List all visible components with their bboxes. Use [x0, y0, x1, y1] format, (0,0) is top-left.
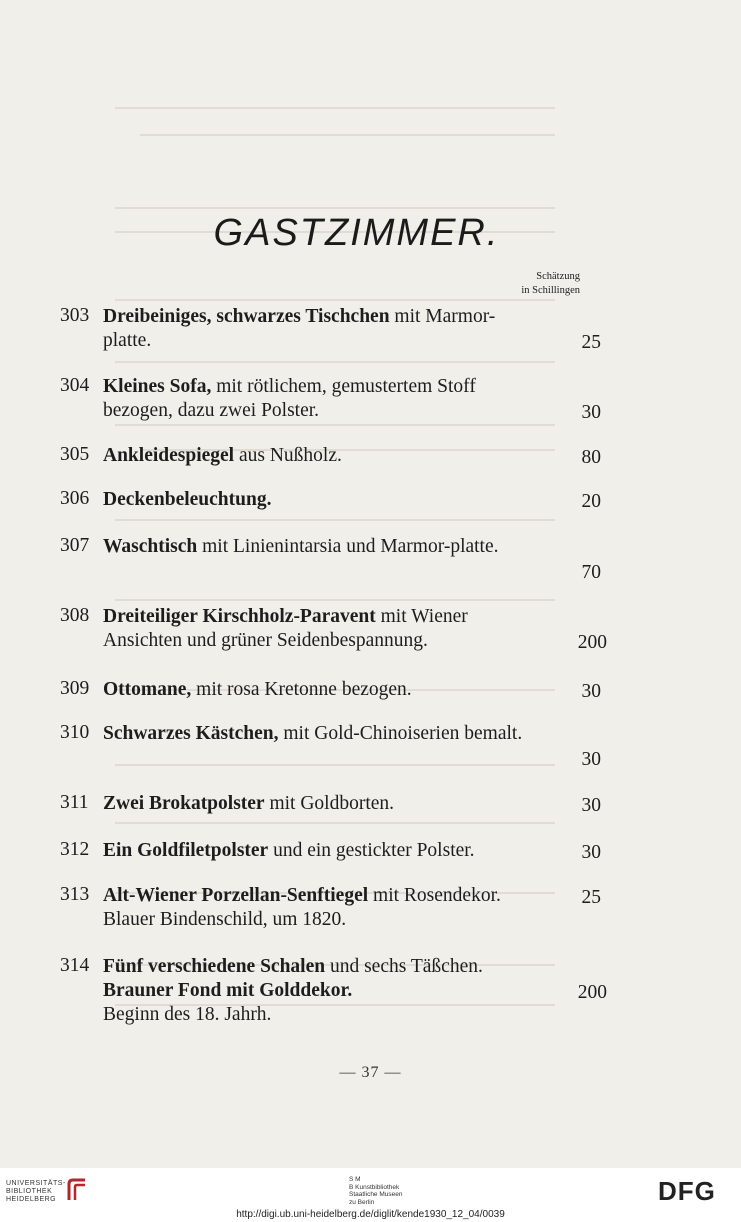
entry-title: Waschtisch — [103, 536, 198, 557]
entry-description: mit Wiener Ansichten und grüner Seidenbespannung. — [103, 606, 468, 651]
entry-price: 30 — [581, 681, 601, 702]
entry-number: 304 — [60, 375, 90, 396]
entry-text — [103, 605, 543, 653]
entry-text — [103, 722, 543, 746]
entry-price: 200 — [577, 632, 607, 653]
entry-number: 308 — [60, 605, 90, 626]
entry-number: 310 — [60, 722, 90, 743]
dfg-logo: DFG — [658, 1176, 716, 1206]
estimate-header-line2: in Schillingen — [521, 285, 580, 296]
entry-text — [103, 955, 543, 1027]
entry-number: 311 — [60, 792, 89, 813]
entry-text — [103, 884, 543, 932]
section-title: GASTZIMMER. — [213, 212, 500, 254]
entry-description: aus Nußholz. — [234, 445, 342, 466]
entry-number: 313 — [60, 884, 90, 905]
smb-line1: S M — [349, 1176, 361, 1183]
entry-price: 30 — [581, 842, 601, 863]
entry-price: 80 — [581, 447, 601, 468]
entry-number: 305 — [60, 444, 90, 465]
estimate-header-line1: Schätzung — [536, 271, 580, 282]
entry-text — [103, 375, 543, 423]
entry-title: Kleines Sofa, — [103, 376, 212, 397]
entry-price: 20 — [581, 491, 601, 512]
entry-price: 30 — [581, 795, 601, 816]
entry-title: Schwarzes Kästchen, — [103, 723, 279, 744]
entry-number: 306 — [60, 488, 90, 509]
entry-price: 30 — [581, 749, 601, 770]
entry-title: Fünf verschiedene Schalen — [103, 956, 326, 977]
entry-title: Ein Goldfiletpolster — [103, 840, 269, 861]
smb-line3: Staatliche Museen — [349, 1191, 403, 1198]
entry-number: 314 — [60, 955, 90, 976]
smb-credit — [349, 1176, 402, 1206]
entry-text — [103, 792, 543, 816]
entry-number: 303 — [60, 305, 90, 326]
entry-price: 200 — [577, 982, 607, 1003]
entry-title: Zwei Brokatpolster — [103, 793, 265, 814]
library-line3: HEIDELBERG — [6, 1196, 57, 1203]
entry-text — [103, 444, 543, 468]
entry-price: 70 — [581, 562, 601, 583]
entry-title: Ottomane, — [103, 679, 192, 700]
entry-description: mit Linienintarsia und Marmor-platte. — [197, 536, 499, 557]
entry-number: 312 — [60, 839, 90, 860]
entry-price: 30 — [581, 402, 601, 423]
entry-text — [103, 678, 543, 702]
smb-line4: zu Berlin — [349, 1198, 375, 1206]
library-line1: UNIVERSITÄTS- — [6, 1180, 66, 1187]
entry-price: 25 — [581, 332, 601, 353]
entry-description: mit rosa Kretonne bezogen. — [191, 679, 412, 700]
page-number: — 37 — — [339, 1064, 402, 1081]
entry-text — [103, 535, 543, 559]
entry-text — [103, 305, 543, 353]
entry-description: mit Gold-Chinoiserien bemalt. — [278, 723, 523, 744]
entry-description: mit Goldborten. — [264, 793, 395, 814]
smb-line2: B Kunstbibliothek — [349, 1183, 400, 1191]
entry-description: und ein gestickter Polster. — [268, 840, 475, 861]
entry-text — [103, 839, 543, 863]
university-library-logo-icon — [66, 1178, 88, 1202]
entry-number: 309 — [60, 678, 90, 699]
entry-title: Alt-Wiener Porzellan-Senftiegel — [103, 885, 369, 906]
entry-description: mit rötlichem, gemustertem Stoff bezogen, dazu zwei Polster. — [103, 376, 476, 421]
entry-title: Dreiteiliger Kirschholz-Paravent — [103, 606, 376, 627]
library-name — [6, 1180, 66, 1204]
entry-title: Ankleidespiegel — [103, 445, 235, 466]
library-line2: BIBLIOTHEK — [6, 1188, 53, 1195]
entry-price: 25 — [581, 887, 601, 908]
entry-number: 307 — [60, 535, 90, 556]
entry-title: Deckenbeleuchtung. — [103, 489, 272, 510]
entry-description: mit Marmor-platte. — [103, 306, 496, 351]
entry-title-2: Brauner Fond mit Golddekor. — [103, 980, 353, 1001]
estimate-column-header — [470, 270, 580, 298]
entry-description-2: Beginn des 18. Jahrh. — [103, 1004, 272, 1025]
entry-text — [103, 488, 543, 512]
entry-description: mit Rosendekor. Blauer Bindenschild, um 1820. — [103, 885, 501, 930]
entry-description: und sechs Täßchen. — [325, 956, 483, 977]
entry-title: Dreibeiniges, schwarzes Tischchen — [103, 306, 390, 327]
source-url-link[interactable]: http://digi.ub.uni-heidelberg.de/diglit/kende1930_12_04/0039 — [236, 1209, 505, 1220]
